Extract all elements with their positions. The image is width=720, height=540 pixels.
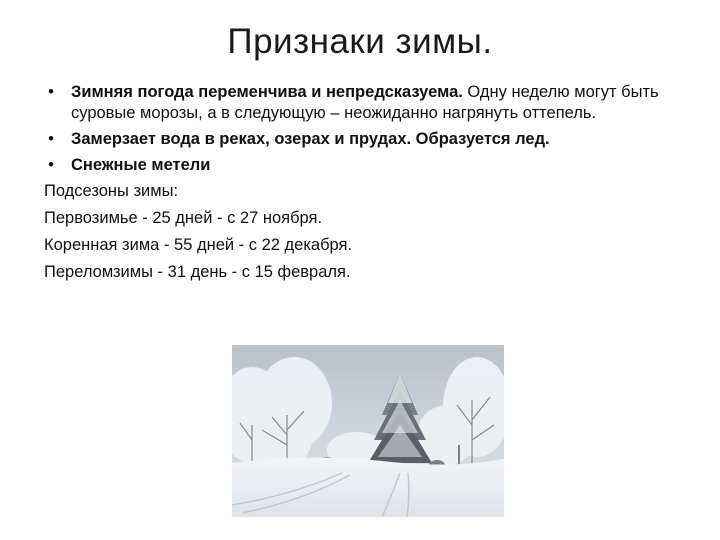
- slide-content: [44, 82, 684, 289]
- bullet-item: [44, 82, 684, 124]
- bullet-item: [44, 129, 684, 150]
- bullet-bold-text: Зимняя погода переменчива и непредсказуема.: [71, 83, 463, 101]
- bullet-marker: •: [48, 83, 54, 101]
- bullet-marker: •: [48, 156, 54, 174]
- subseason-line: Переломзимы - 31 день - с 15 февраля.: [44, 263, 351, 281]
- slide-title: Признаки зимы.: [227, 22, 493, 61]
- winter-landscape-photo: [232, 345, 504, 517]
- subseason-line: Коренная зима - 55 дней - с 22 декабря.: [44, 236, 353, 254]
- bullet-bold-text: Замерзает вода в реках, озерах и прудах. Образуется лед.: [71, 130, 550, 148]
- bullet-text: Одну неделю могут быть суровые морозы, а в следующую – неожиданно нагрянуть оттепель.: [71, 83, 659, 122]
- bullet-item: [44, 155, 684, 176]
- bullet-marker: •: [48, 130, 54, 148]
- subseason-line: Первозимье - 25 дней - с 27 ноября.: [44, 209, 323, 227]
- subseasons-heading: Подсезоны зимы:: [44, 182, 179, 200]
- bullet-bold-text: Снежные метели: [71, 156, 211, 174]
